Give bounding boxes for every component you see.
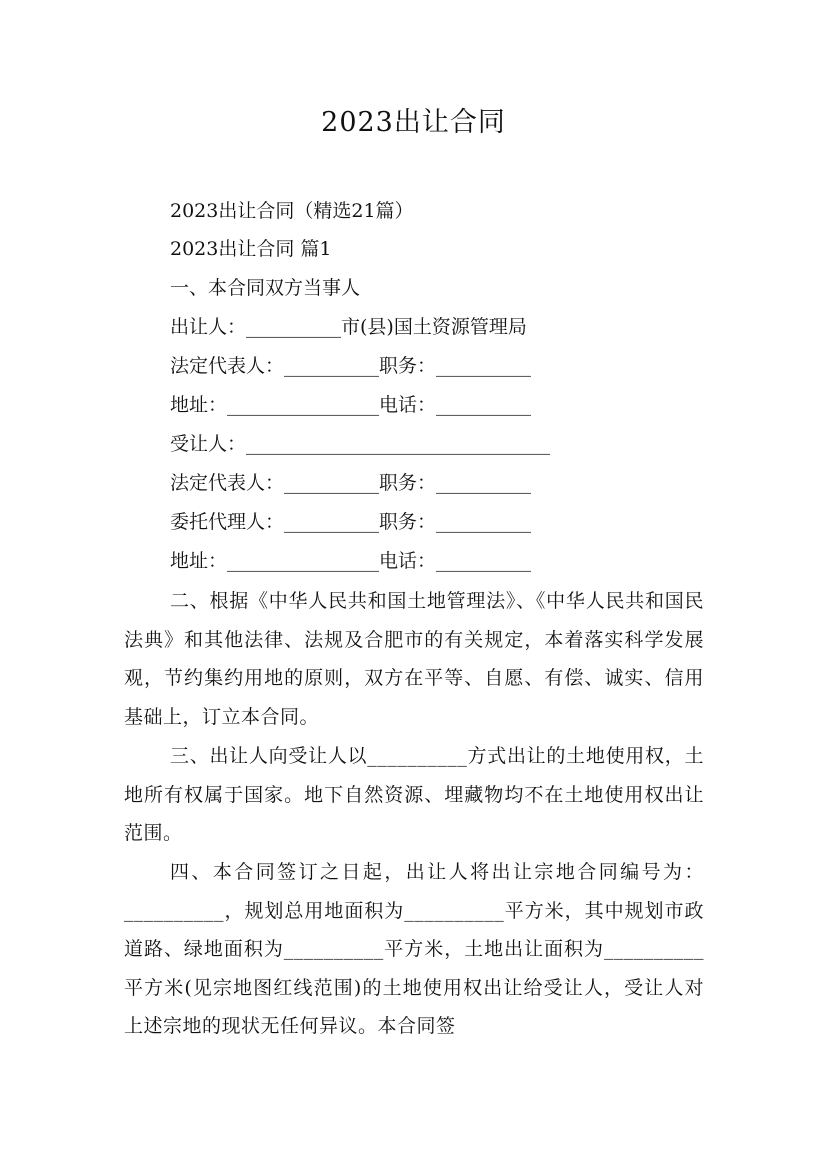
section-heading: 2023出让合同 篇1 <box>170 238 332 260</box>
document-subtitle: 2023出让合同（精选21篇） <box>170 200 414 222</box>
document-title: 2023出让合同 <box>321 107 506 138</box>
clause-two-paragraph: 二、根据《中华人民共和国土地管理法》、《中华人民共和国民法典》和其他法律、法规及合肥市的有关规定，本着落实科学发展观，节约集约用地的原则，双方在平等、自愿、有偿、诚实、信用基础上，订立本合同。 <box>124 590 704 728</box>
assignor-line: 出让人：__________市(县)国土资源管理局 <box>170 316 527 338</box>
parties-heading: 一、本合同双方当事人 <box>170 277 361 299</box>
assignee-line: 受让人：________________________________ <box>170 433 551 455</box>
assignee-representative-line: 法定代表人：__________职务：__________ <box>170 472 532 494</box>
assignee-address-line: 地址：________________电话：__________ <box>170 550 532 572</box>
clause-four-paragraph: 四、本合同签订之日起，出让人将出让宗地合同编号为：__________，规划总用地面积为__________平方米，其中规划市政道路、绿地面积为__________平方米，土地出让面积为__________平方米(见宗地图红线范围)的土地使用权出让给受让人，受让人对上述宗地的现状无任何异议。本合同签 <box>124 861 704 1037</box>
assignee-agent-line: 委托代理人：__________职务：__________ <box>170 511 532 533</box>
assignor-address-line: 地址：________________电话：__________ <box>170 394 532 416</box>
assignor-representative-line: 法定代表人：__________职务：__________ <box>170 355 532 377</box>
clause-three-paragraph: 三、出让人向受让人以__________方式出让的土地使用权，土地所有权属于国家。地下自然资源、埋藏物均不在土地使用权出让范围。 <box>124 745 704 844</box>
